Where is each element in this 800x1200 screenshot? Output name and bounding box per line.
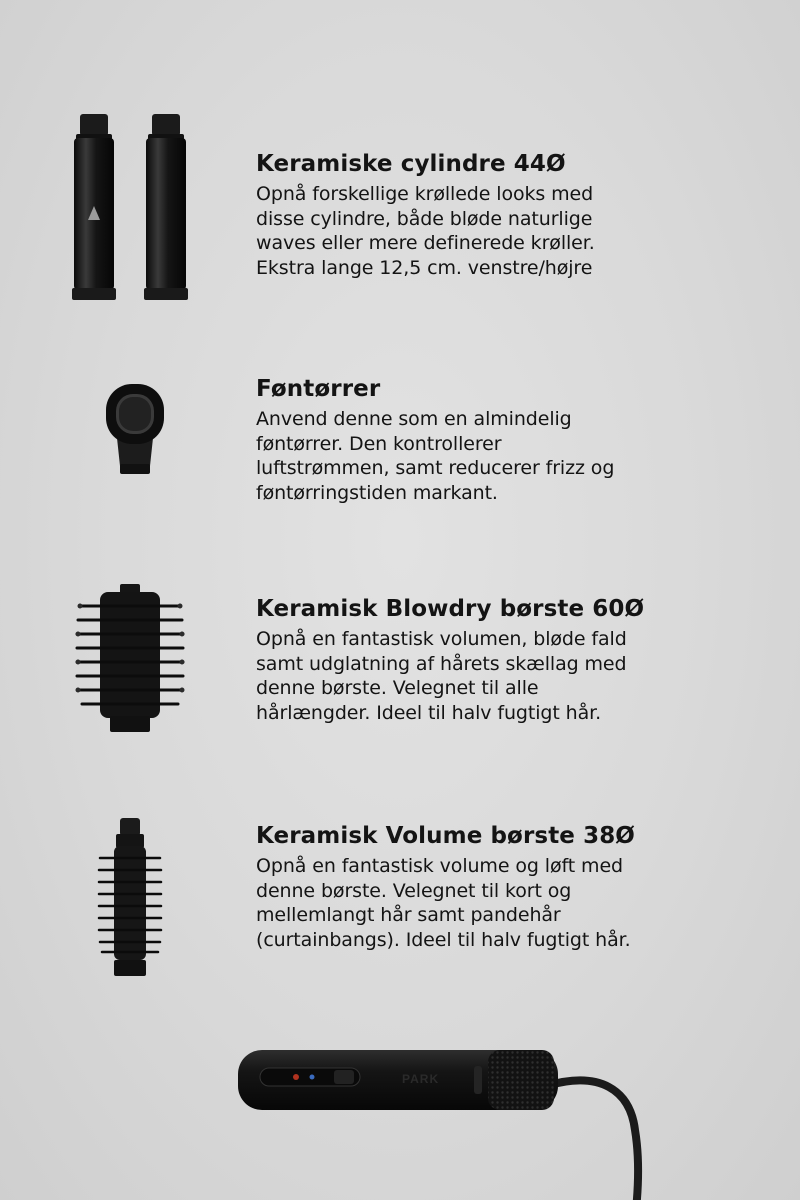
product-text	[256, 150, 776, 280]
product-description-line: denne børste. Velegnet til kort og	[256, 879, 572, 902]
blowdry-brush-icon	[74, 582, 186, 738]
product-description-line: luftstrømmen, samt reducerer frizz og	[256, 457, 615, 479]
product-text	[256, 375, 776, 505]
product-description-line: føntørringstiden markant.	[256, 481, 498, 504]
product-title: Keramisk Blowdry børste 60Ø	[256, 596, 645, 622]
product-description-line: Opnå en fantastisk volume og løft med	[256, 855, 624, 877]
product-description-line: disse cylindre, både bløde naturlige	[256, 207, 593, 230]
device-brand-label: PARK	[402, 1072, 440, 1086]
product-description-line: føntørrer. Den kontrollerer	[256, 432, 502, 455]
product-title: Føntørrer	[256, 376, 381, 402]
product-description-line: samt udglatning af hårets skællag med	[256, 652, 627, 675]
hair-styler-handle-icon	[230, 1040, 710, 1200]
product-description-line: (curtainbangs). Ideel til halv fugtigt hår.	[256, 928, 631, 951]
hair-dryer-nozzle-icon	[100, 380, 170, 476]
product-description-line: waves eller mere definerede krøller.	[256, 232, 595, 254]
product-description-line: denne børste. Velegnet til alle	[256, 677, 539, 699]
ceramic-cylinders-icon	[60, 108, 200, 312]
product-text	[256, 822, 776, 952]
product-text	[256, 595, 776, 725]
product-title: Keramisk Volume børste 38Ø	[256, 823, 635, 849]
product-description-line: Opnå en fantastisk volumen, bløde fald	[256, 628, 627, 650]
product-description-line: Ekstra lange 12,5 cm. venstre/højre	[256, 256, 593, 279]
product-description-line: mellemlangt hår samt pandehår	[256, 904, 561, 926]
product-description-line: hårlængder. Ideel til halv fugtigt hår.	[256, 701, 602, 724]
product-description-line: Anvend denne som en almindelig	[256, 408, 572, 430]
product-title: Keramiske cylindre 44Ø	[256, 151, 566, 177]
volume-brush-icon	[94, 814, 166, 980]
product-description-line: Opnå forskellige krøllede looks med	[256, 183, 594, 205]
